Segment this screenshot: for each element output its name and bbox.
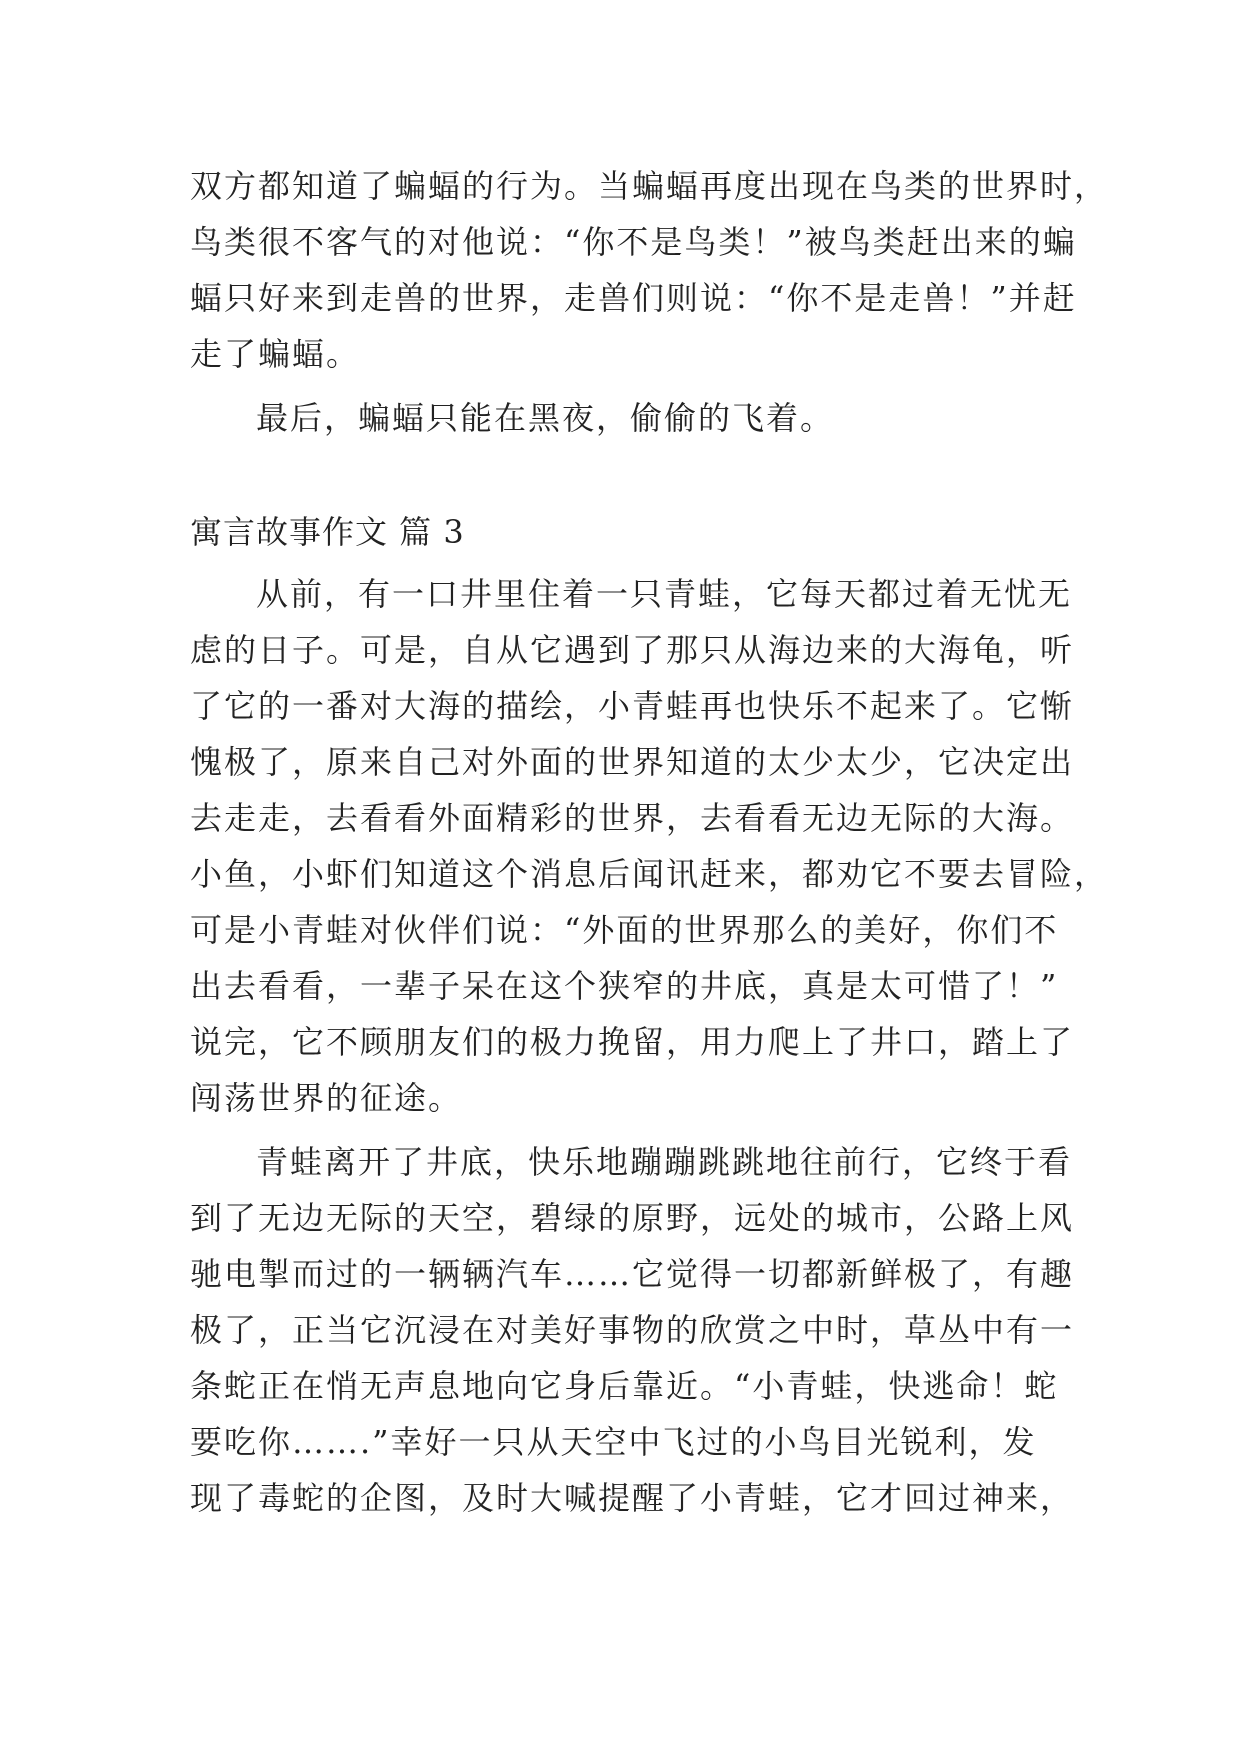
paragraph-3-line-2: 虑的日子。可是，自从它遇到了那只从海边来的大海龟，听 bbox=[190, 631, 1075, 669]
paragraph-3-line-4: 愧极了，原来自己对外面的世界知道的太少太少，它决定出 bbox=[190, 743, 1075, 781]
paragraph-3-line-6: 小鱼，小虾们知道这个消息后闻讯赶来，都劝它不要去冒险， bbox=[190, 855, 1109, 893]
paragraph-3-line-1: 从前，有一口井里住着一只青蛙，它每天都过着无忧无 bbox=[256, 575, 1073, 613]
paragraph-4-line-6: 要吃你…….”幸好一只从天空中飞过的小鸟目光锐利，发 bbox=[190, 1423, 1037, 1461]
paragraph-4-line-1: 青蛙离开了井底，快乐地蹦蹦跳跳地往前行，它终于看 bbox=[256, 1143, 1073, 1181]
paragraph-3-line-10: 闯荡世界的征途。 bbox=[190, 1079, 463, 1117]
paragraph-3-line-9: 说完，它不顾朋友们的极力挽留，用力爬上了井口，踏上了 bbox=[190, 1023, 1075, 1061]
paragraph-4-line-3: 驰电掣而过的一辆辆汽车……它觉得一切都新鲜极了，有趣 bbox=[190, 1255, 1075, 1293]
paragraph-4-line-2: 到了无边无际的天空，碧绿的原野，远处的城市，公路上风 bbox=[190, 1199, 1075, 1237]
paragraph-4-line-5: 条蛇正在悄无声息地向它身后靠近。“小青蛙，快逃命！蛇 bbox=[190, 1367, 1059, 1405]
paragraph-1-line-3: 蝠只好来到走兽的世界，走兽们则说：“你不是走兽！”并赶 bbox=[190, 279, 1077, 317]
paragraph-3-line-3: 了它的一番对大海的描绘，小青蛙再也快乐不起来了。它惭 bbox=[190, 687, 1075, 725]
paragraph-3-line-5: 去走走，去看看外面精彩的世界，去看看无边无际的大海。 bbox=[190, 799, 1075, 837]
paragraph-4-line-7: 现了毒蛇的企图，及时大喊提醒了小青蛙，它才回过神来， bbox=[190, 1479, 1075, 1517]
paragraph-2-line-1: 最后，蝙蝠只能在黑夜，偷偷的飞着。 bbox=[256, 399, 835, 437]
paragraph-3-line-7: 可是小青蛙对伙伴们说：“外面的世界那么的美好，你们不 bbox=[190, 911, 1059, 949]
paragraph-1-line-1: 双方都知道了蝙蝠的行为。当蝙蝠再度出现在鸟类的世界时， bbox=[190, 167, 1109, 205]
paragraph-3-line-8: 出去看看，一辈子呆在这个狭窄的井底，真是太可惜了！” bbox=[190, 967, 1059, 1005]
section-heading: 寓言故事作文 篇 3 bbox=[190, 513, 465, 551]
paragraph-1-line-2: 鸟类很不客气的对他说：“你不是鸟类！”被鸟类赶出来的蝙 bbox=[190, 223, 1077, 261]
paragraph-1-line-4: 走了蝙蝠。 bbox=[190, 335, 361, 373]
paragraph-4-line-4: 极了，正当它沉浸在对美好事物的欣赏之中时，草丛中有一 bbox=[190, 1311, 1075, 1349]
